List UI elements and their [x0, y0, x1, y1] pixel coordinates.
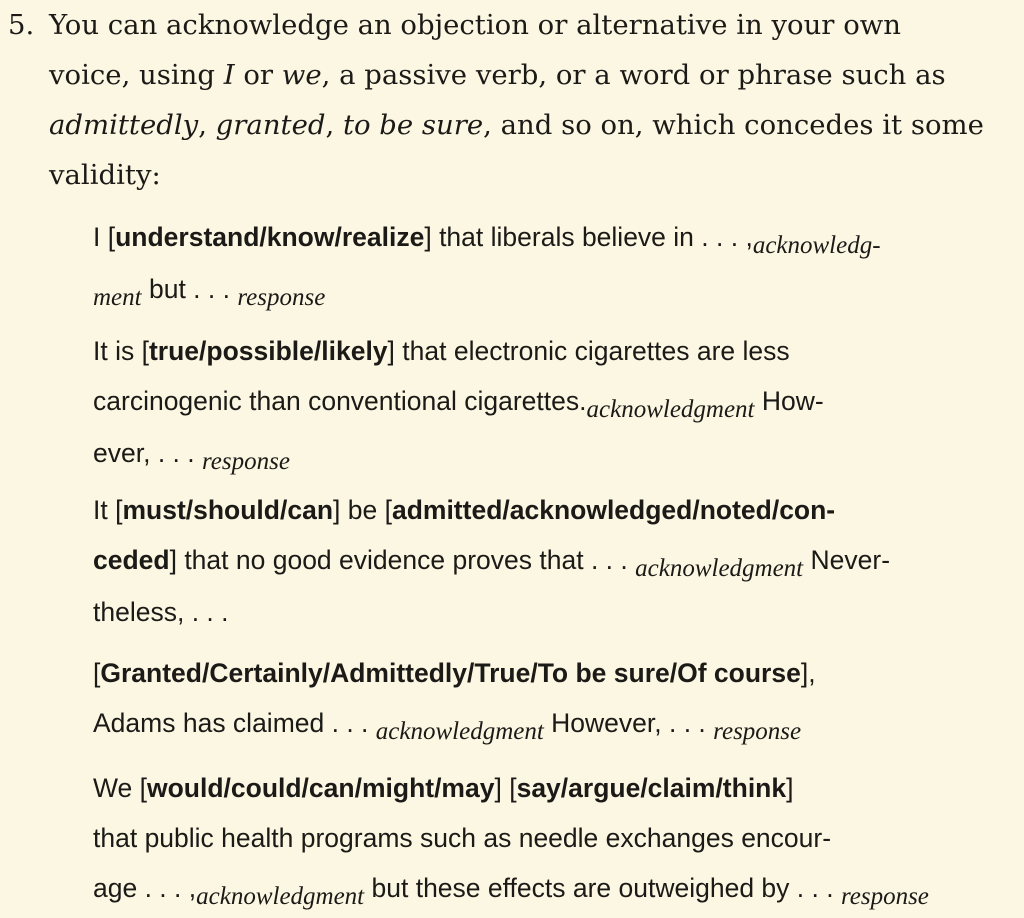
- item-line-3: admittedly, granted, to be sure, and so on, which concedes it some: [49, 109, 984, 141]
- example-text: age . . . ,: [93, 873, 197, 903]
- example-line: [93, 376, 1018, 428]
- example-text: ] that electronic cigarettes are less: [387, 336, 790, 366]
- example-text: I [: [93, 222, 116, 252]
- example-text: How-: [754, 386, 824, 416]
- example-line: [93, 648, 1018, 698]
- italic-admittedly: admittedly: [49, 109, 199, 141]
- example-text: ever, . . .: [93, 438, 202, 468]
- example-line: [93, 863, 1018, 915]
- bold-options: would/could/can/might/may: [147, 773, 495, 803]
- acknowledgment-tag: acknowledgment: [196, 883, 365, 910]
- italic-we: we: [281, 59, 322, 91]
- example-text: ],: [800, 658, 816, 688]
- numbered-item: [8, 0, 1020, 200]
- example-must: [93, 485, 1018, 637]
- item-number: 5.: [8, 9, 35, 41]
- example-text: However, . . .: [543, 708, 714, 738]
- item-line-4: validity:: [49, 159, 161, 191]
- acknowledgment-tag: acknowledgment: [375, 718, 544, 745]
- example-text: It is [: [93, 336, 149, 366]
- bold-options: must/should/can: [122, 495, 334, 525]
- example-text: Adams has claimed . . .: [93, 708, 376, 738]
- bold-options: admitted/acknowledged/noted/con-: [391, 495, 836, 525]
- example-line: [93, 264, 1018, 316]
- example-true: [93, 326, 1018, 480]
- item-text: [49, 0, 1020, 200]
- acknowledgment-tag: acknowledg-: [752, 232, 881, 259]
- response-tag: response: [237, 284, 326, 311]
- response-tag: response: [840, 883, 929, 910]
- bold-options: ceded: [93, 545, 170, 575]
- example-understand: [93, 212, 1018, 316]
- bold-options: say/argue/claim/think: [516, 773, 787, 803]
- response-tag: response: [713, 718, 802, 745]
- example-granted: [93, 648, 1018, 750]
- bold-options: understand/know/realize: [115, 222, 425, 252]
- italic-i: I: [223, 59, 235, 91]
- acknowledgment-tag: acknowledgment: [635, 555, 804, 582]
- example-text: We [: [93, 773, 147, 803]
- example-text: ] be [: [333, 495, 392, 525]
- example-line: [93, 485, 1018, 535]
- example-line: [93, 212, 1018, 264]
- example-line: [93, 587, 1018, 637]
- example-text: ]: [786, 773, 794, 803]
- example-text: but these effects are outweighed by . . .: [364, 873, 841, 903]
- example-line: [93, 428, 1018, 480]
- example-text: but . . .: [141, 274, 238, 304]
- example-line: [93, 326, 1018, 376]
- item-line-2: voice, using I or we, a passive verb, or a word or phrase such as: [49, 59, 946, 91]
- bold-options: true/possible/likely: [148, 336, 388, 366]
- example-text: carcinogenic than conventional cigarettes.: [93, 386, 587, 416]
- example-text: It [: [93, 495, 123, 525]
- example-line: [93, 535, 1018, 587]
- example-text: theless, . . .: [93, 597, 229, 627]
- example-we: [93, 763, 1018, 915]
- response-tag: response: [202, 448, 290, 475]
- example-text: ] [: [494, 773, 517, 803]
- example-text: [: [93, 658, 101, 688]
- acknowledgment-tag: acknowledgment: [586, 396, 755, 423]
- italic-granted: granted: [215, 109, 326, 141]
- example-line: that public health programs such as needle exchanges encour-: [93, 823, 832, 853]
- italic-to-be-sure: to be sure: [342, 109, 484, 141]
- example-text: ] that liberals believe in . . . ,: [424, 222, 753, 252]
- bold-options: Granted/Certainly/Admittedly/True/To be sure/Of course: [100, 658, 801, 688]
- example-line: [93, 763, 1018, 813]
- acknowledgment-tag: ment: [93, 284, 142, 311]
- example-line: [93, 698, 1018, 750]
- item-line-1: You can acknowledge an objection or alternative in your own: [49, 9, 902, 41]
- example-text: ] that no good evidence proves that . . .: [169, 545, 636, 575]
- example-text: Never-: [803, 545, 891, 575]
